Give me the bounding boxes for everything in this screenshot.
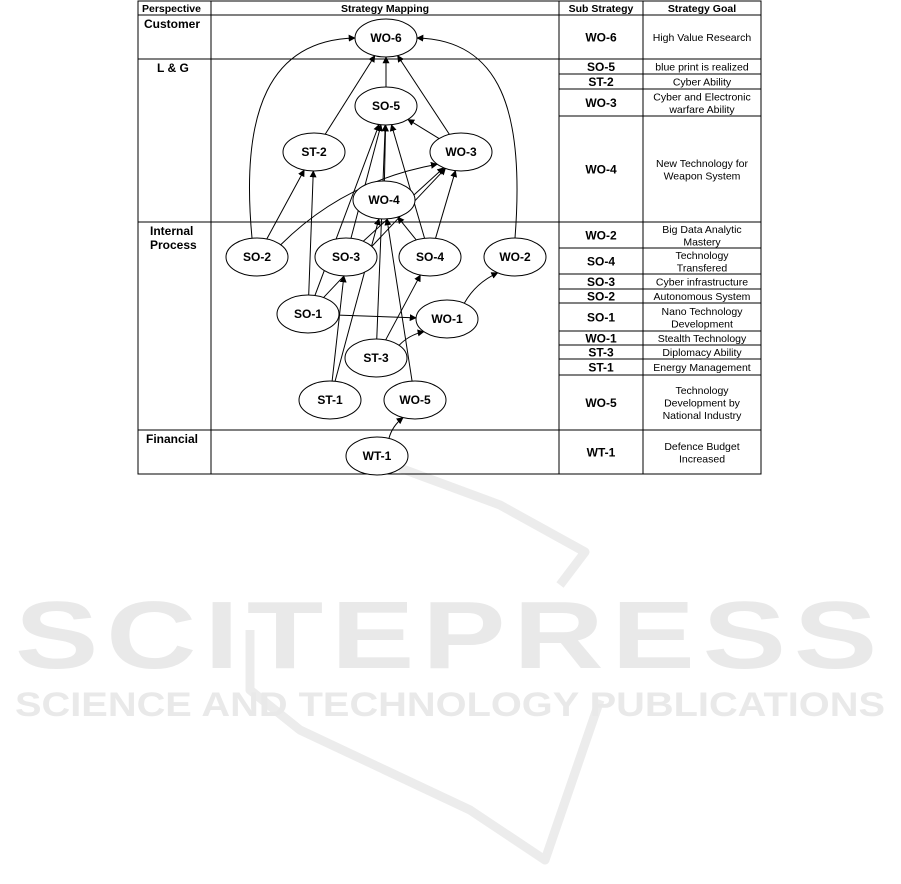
sub-strategy-wo-2: WO-2: [585, 228, 617, 243]
arrow-wo-1-to-wo-2: [464, 273, 497, 303]
node-label: SO-3: [331, 250, 361, 264]
sub-strategy-so-5: SO-5: [586, 60, 616, 74]
node-label: SO-4: [415, 250, 445, 264]
sub-strategy-so-1: SO-1: [586, 310, 616, 325]
arrow-wo-3-to-so-5: [408, 119, 439, 138]
node-wo-6: [355, 19, 417, 57]
node-so-2: [226, 238, 288, 276]
sub-strategy-wt-1: WT-1: [586, 445, 616, 460]
node-label: SO-2: [242, 250, 272, 264]
sub-strategy-wo-4: WO-4: [585, 162, 617, 177]
sub-strategy-st-3: ST-3: [588, 345, 614, 360]
watermark-tagline: SCIENCE AND TECHNOLOGY PUBLICATIONS: [15, 686, 885, 724]
node-wo-3: [430, 133, 492, 171]
header-sub-strategy: Sub Strategy: [568, 3, 634, 15]
header-strategy-goal: Strategy Goal: [667, 3, 737, 15]
sub-strategy-so-2: SO-2: [586, 289, 616, 304]
strategy-goal-wo-3: warfare Ability: [669, 103, 735, 116]
arrow-st-3-to-wo-1: [399, 332, 424, 346]
table-cells: [142, 3, 751, 465]
sub-strategy-wo-3: WO-3: [585, 96, 617, 110]
strategy-goal-st-2: Cyber Ability: [672, 76, 732, 89]
perspective-label-internal-process: Process: [150, 238, 197, 252]
strategy-goal-st-3: Diplomacy Ability: [662, 347, 742, 359]
node-so-3: [315, 238, 377, 276]
arrow-so-4-to-wo-4: [398, 217, 417, 240]
node-wo-5: [384, 381, 446, 419]
strategy-goal-so-1: Nano Technology: [661, 305, 743, 318]
perspective-label-internal-process: Internal: [150, 224, 194, 238]
strategy-goal-wo-5: Development by: [664, 397, 740, 410]
sub-strategy-so-3: SO-3: [586, 275, 616, 289]
strategy-goal-so-3: Cyber infrastructure: [655, 276, 749, 289]
node-label: SO-5: [371, 99, 401, 113]
strategy-goal-so-4: Technology: [675, 249, 729, 262]
node-label: WO-4: [368, 193, 400, 207]
strategy-goal-wo-2: Big Data Analytic: [662, 223, 742, 236]
strategy-goal-wo-4: New Technology for: [655, 157, 749, 170]
header-perspective: Perspective: [142, 3, 201, 15]
strategy-goal-wo-2: Mastery: [683, 236, 721, 249]
node-wo-1: [416, 300, 478, 338]
strategy-goal-wo-1: Stealth Technology: [657, 333, 747, 345]
strategy-nodes: [226, 19, 546, 475]
arrow-so-4-to-so-5: [391, 125, 424, 239]
strategy-goal-so-2: Autonomous System: [653, 291, 751, 303]
strategy-goal-so-1: Development: [671, 318, 733, 331]
strategy-goal-wo-5: Technology: [675, 385, 729, 397]
node-label: WO-2: [499, 250, 531, 264]
arrow-so-4-to-wo-3: [436, 171, 456, 239]
perspective-label-customer: Customer: [144, 17, 201, 31]
sub-strategy-wo-6: WO-6: [585, 30, 617, 45]
node-st-2: [283, 133, 345, 171]
strategy-goal-so-4: Transfered: [676, 262, 728, 275]
node-wo-4: [353, 181, 415, 219]
node-label: SO-1: [293, 307, 323, 321]
header-strategy-mapping: Strategy Mapping: [340, 3, 430, 15]
sub-strategy-st-1: ST-1: [588, 360, 614, 375]
node-label: WO-6: [370, 31, 402, 45]
node-label: ST-3: [363, 351, 389, 365]
sub-strategy-wo-1: WO-1: [585, 331, 617, 346]
arrow-st-1-to-so-3: [332, 276, 344, 381]
arrow-so-1-to-st-2: [309, 171, 314, 295]
node-wo-2: [484, 238, 546, 276]
node-label: WT-1: [362, 449, 392, 463]
arrow-wt-1-to-wo-5: [389, 418, 403, 439]
node-wt-1: [346, 437, 408, 475]
node-so-4: [399, 238, 461, 276]
strategy-goal-wo-4: Weapon System: [663, 170, 741, 183]
arrow-st-3-to-so-5: [377, 125, 385, 339]
node-label: WO-3: [445, 145, 477, 159]
node-label: ST-1: [317, 393, 343, 407]
node-so-1: [277, 295, 339, 333]
node-st-1: [299, 381, 361, 419]
perspective-label-l-g: L & G: [157, 61, 189, 75]
watermark-brand: SCITEPRESS: [15, 582, 885, 689]
node-st-3: [345, 339, 407, 377]
node-label: WO-5: [399, 393, 431, 407]
node-label: ST-2: [301, 145, 327, 159]
sub-strategy-wo-5: WO-5: [585, 396, 617, 410]
strategy-goal-st-1: Energy Management: [653, 362, 751, 374]
strategy-goal-so-5: blue print is realized: [655, 61, 749, 74]
strategy-goal-wt-1: Increased: [678, 453, 726, 466]
node-label: WO-1: [431, 312, 463, 326]
strategy-goal-wo-5: National Industry: [662, 410, 742, 422]
strategy-goal-wt-1: Defence Budget: [664, 440, 740, 453]
arrow-st-3-to-so-4: [386, 275, 421, 340]
strategy-goal-wo-6: High Value Research: [652, 32, 752, 44]
perspective-label-financial: Financial: [146, 432, 199, 446]
strategy-goal-wo-3: Cyber and Electronic: [653, 91, 751, 104]
sub-strategy-st-2: ST-2: [588, 75, 614, 89]
node-so-5: [355, 87, 417, 125]
sub-strategy-so-4: SO-4: [586, 254, 616, 269]
